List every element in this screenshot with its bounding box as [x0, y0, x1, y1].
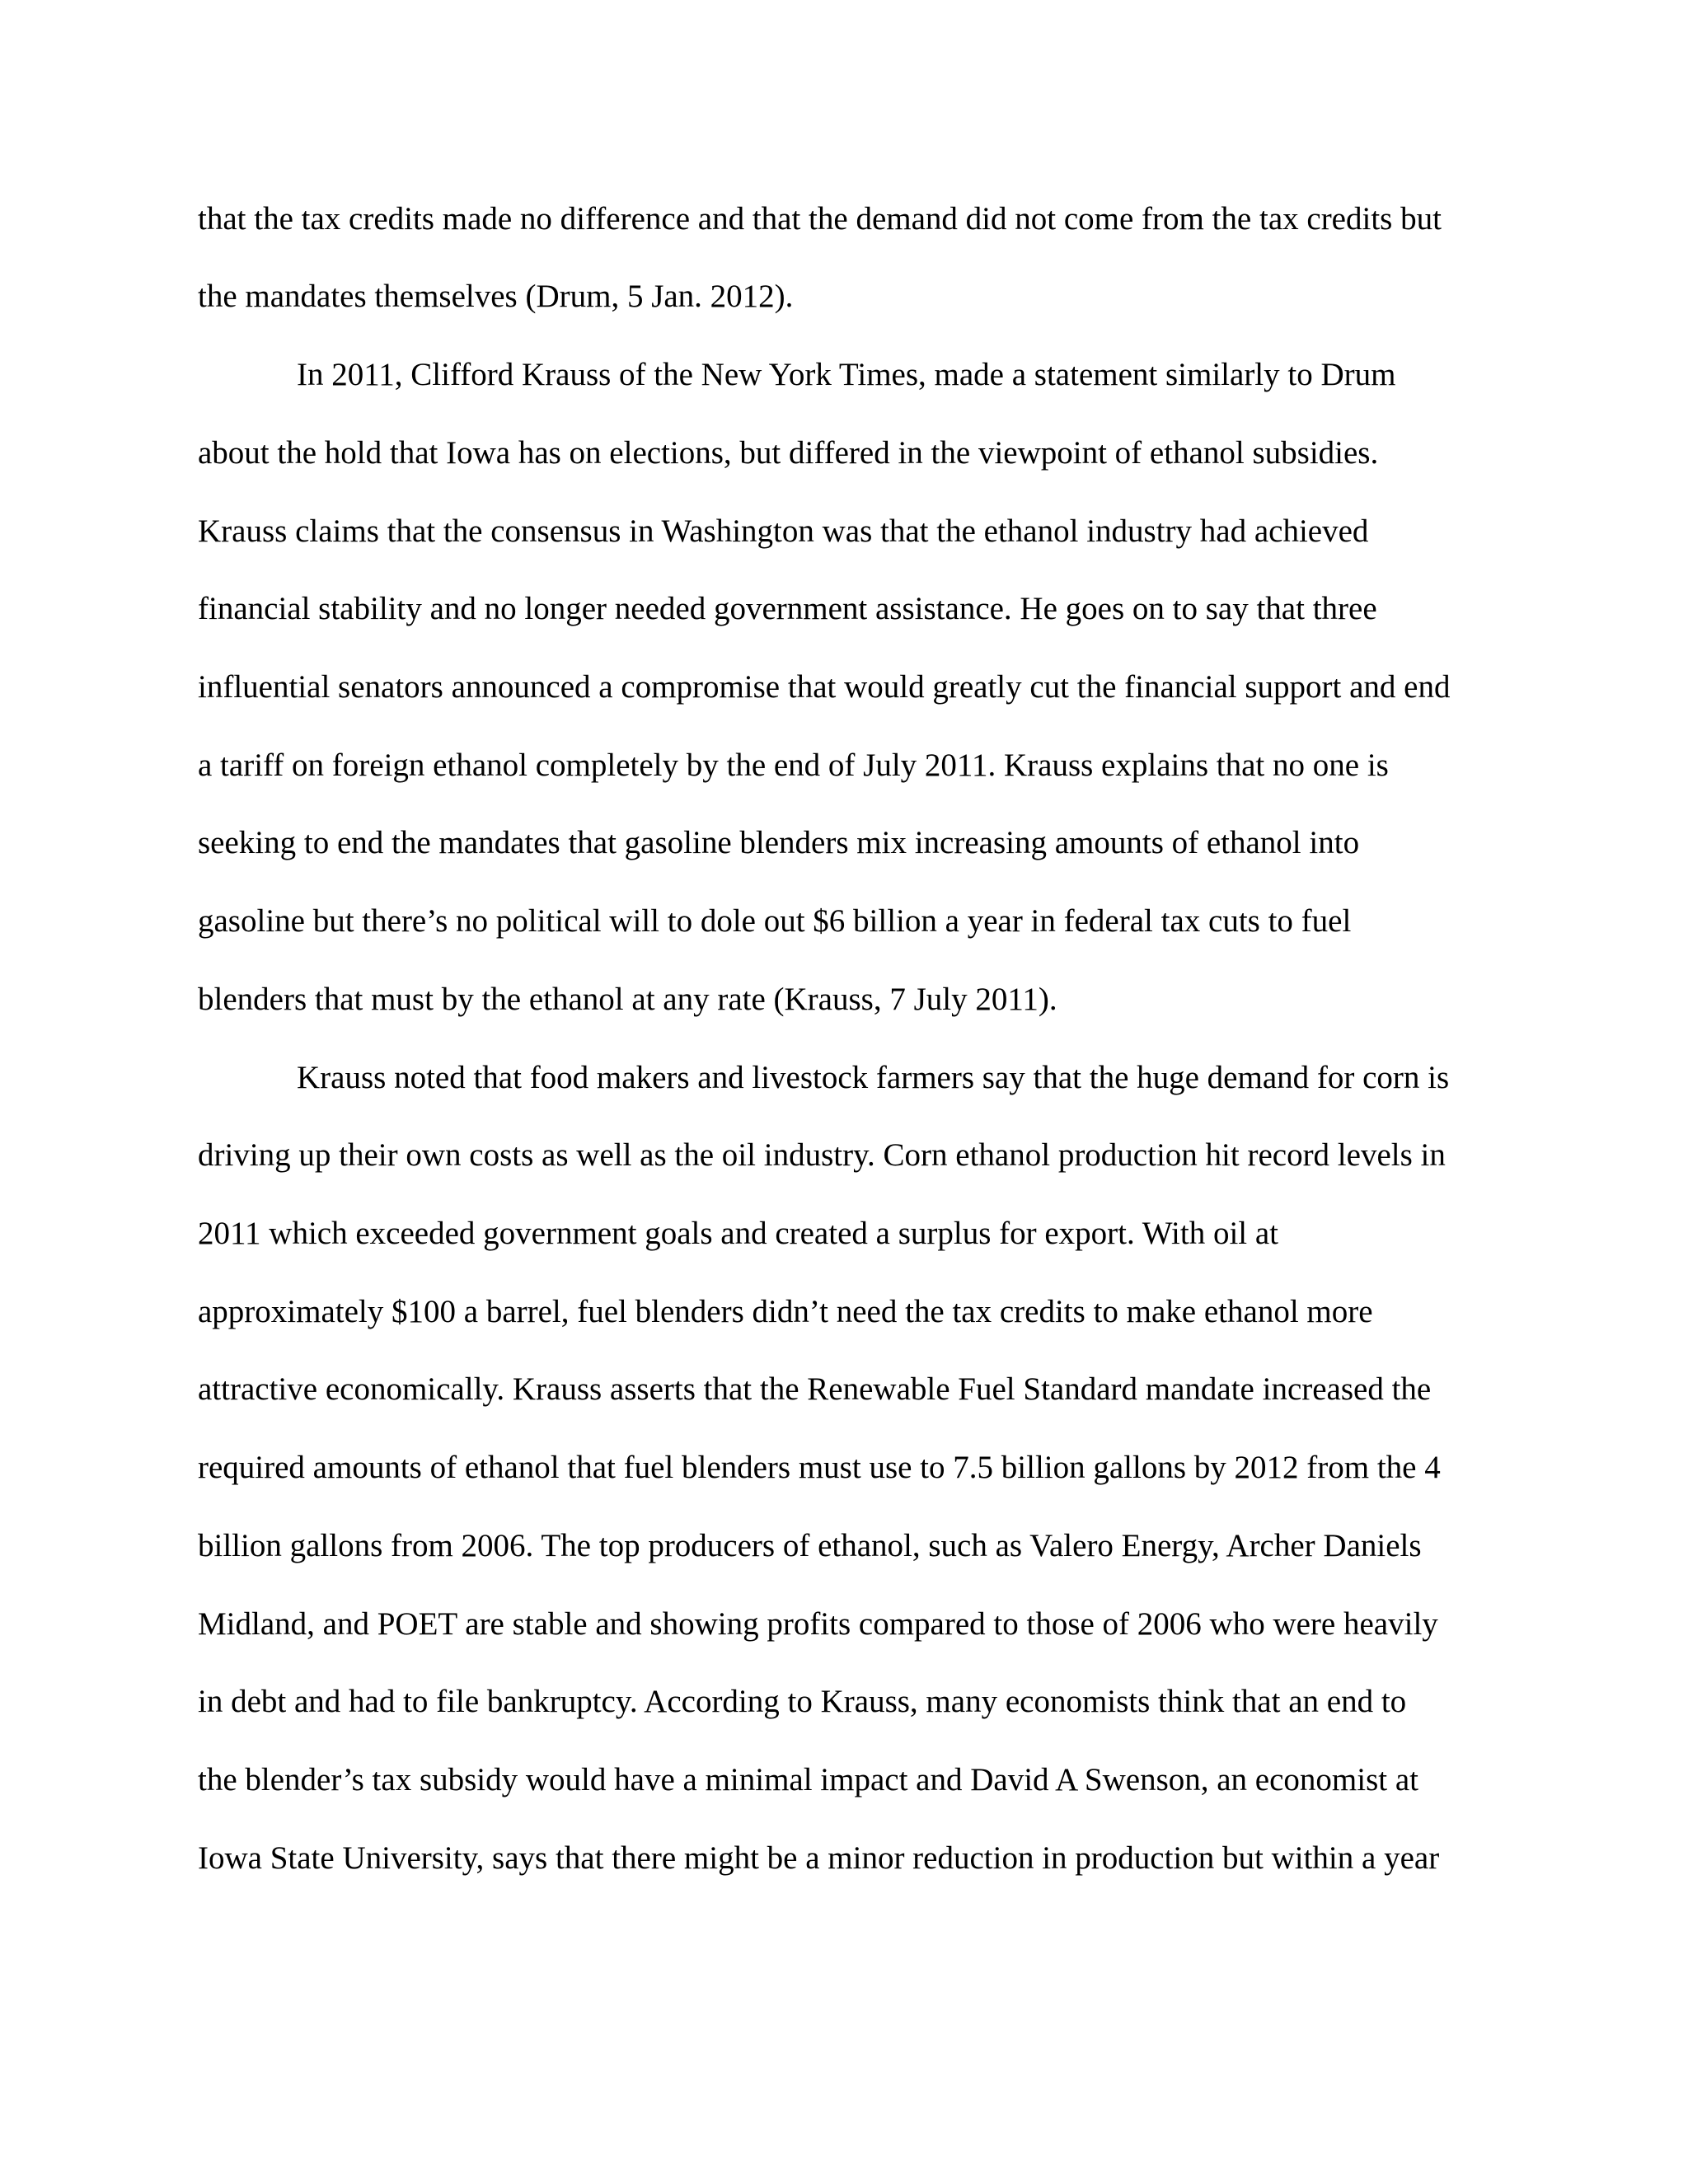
- paragraph-3-line-6: required amounts of ethanol that fuel blenders must use to 7.5 billion gallons by 2012 from the 4: [198, 1450, 1441, 1485]
- paragraph-2-line-5: influential senators announced a compromise that would greatly cut the financial support and end: [198, 669, 1451, 705]
- paragraph-2-line-6: a tariff on foreign ethanol completely by the end of July 2011. Krauss explains that no one is: [198, 748, 1389, 783]
- paragraph-3-line-7: billion gallons from 2006. The top producers of ethanol, such as Valero Energy, Archer Daniels: [198, 1528, 1422, 1563]
- paragraph-3-line-9: in debt and had to file bankruptcy. According to Krauss, many economists think that an end to: [198, 1684, 1407, 1719]
- paragraph-2-line-8: gasoline but there’s no political will to dole out $6 billion a year in federal tax cuts to fuel: [198, 903, 1352, 939]
- paragraph-2-line-2: about the hold that Iowa has on elections, but differed in the viewpoint of ethanol subsidies.: [198, 435, 1379, 471]
- paragraph-3-line-3: 2011 which exceeded government goals and created a surplus for export. With oil at: [198, 1216, 1279, 1251]
- paragraph-3-line-8: Midland, and POET are stable and showing profits compared to those of 2006 who were heavily: [198, 1606, 1438, 1642]
- paragraph-1-line-2: the mandates themselves (Drum, 5 Jan. 2012).: [198, 279, 794, 314]
- paragraph-3-line-10: the blender’s tax subsidy would have a minimal impact and David A Swenson, an economist at: [198, 1762, 1419, 1797]
- paragraph-1-line-1: that the tax credits made no difference and that the demand did not come from the tax credits but: [198, 201, 1442, 237]
- paragraph-3-line-11: Iowa State University, says that there might be a minor reduction in production but within a year: [198, 1840, 1440, 1876]
- paragraph-3-line-1: Krauss noted that food makers and livestock farmers say that the huge demand for corn is: [297, 1060, 1450, 1095]
- paragraph-2-line-9: blenders that must by the ethanol at any rate (Krauss, 7 July 2011).: [198, 982, 1057, 1017]
- paragraph-3-line-5: attractive economically. Krauss asserts that the Renewable Fuel Standard mandate increased the: [198, 1371, 1432, 1407]
- paragraph-2-line-3: Krauss claims that the consensus in Washington was that the ethanol industry had achieved: [198, 513, 1369, 549]
- paragraph-2-line-1: In 2011, Clifford Krauss of the New York Times, made a statement similarly to Drum: [297, 357, 1396, 392]
- paragraph-3-line-4: approximately $100 a barrel, fuel blenders didn’t need the tax credits to make ethanol more: [198, 1294, 1373, 1329]
- paragraph-2-line-4: financial stability and no longer needed government assistance. He goes on to say that three: [198, 591, 1377, 626]
- paragraph-3-line-2: driving up their own costs as well as the oil industry. Corn ethanol production hit record levels in: [198, 1137, 1446, 1173]
- paragraph-2-line-7: seeking to end the mandates that gasoline blenders mix increasing amounts of ethanol into: [198, 825, 1360, 860]
